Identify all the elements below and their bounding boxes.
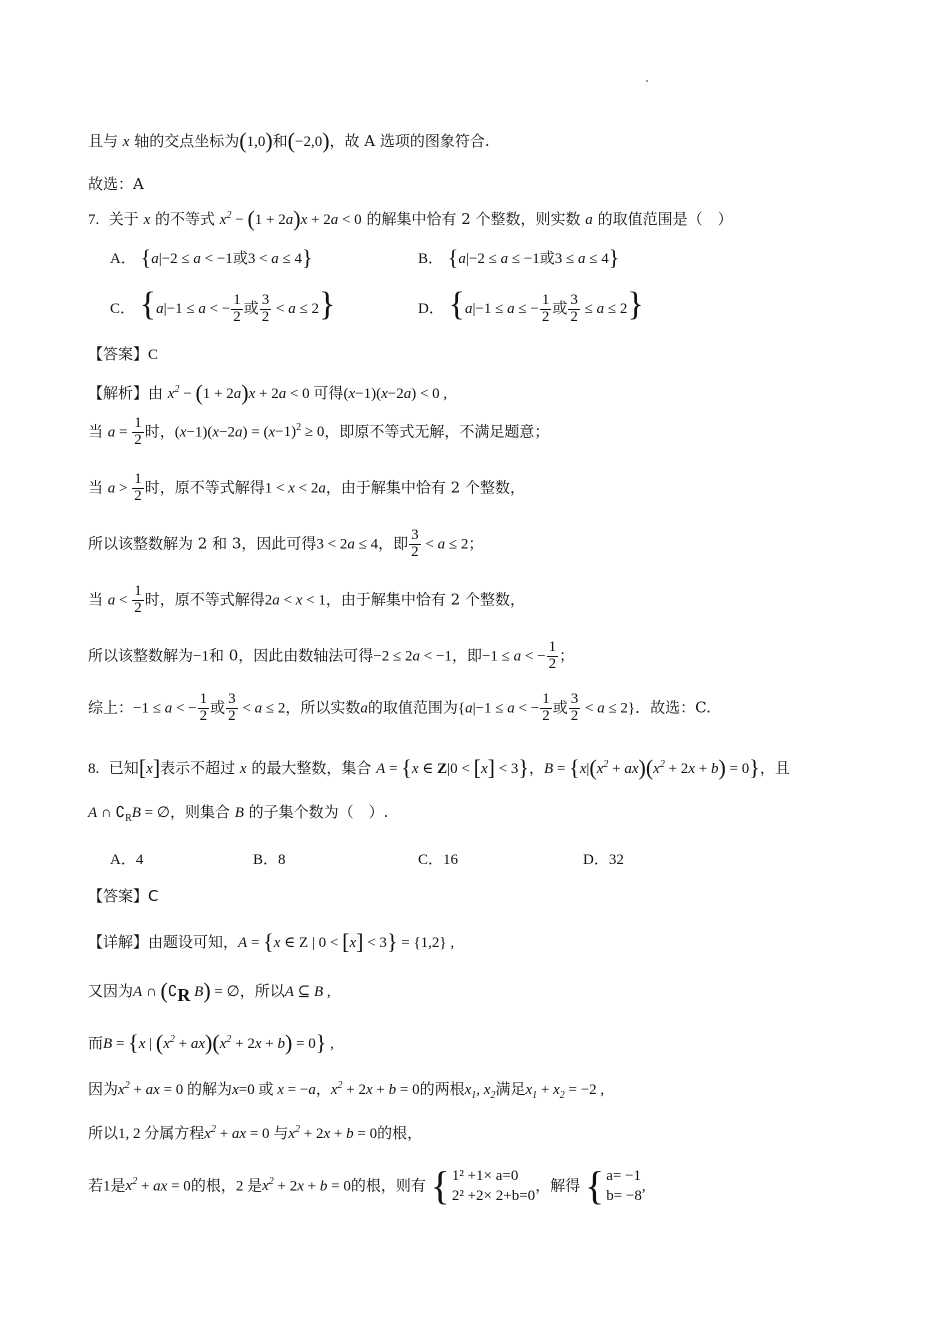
q7-answer: 【答案】C [88, 345, 159, 363]
q8-detail-line-4: 因为$x^2$ + ax = 0 的解为x=0 或 x = −a，$x^2 + 2x + b = 0$的两根$x_1$, $x_2$满足$x_1 + x_2 = -2$ , [88, 1080, 605, 1101]
question-8-stem-line-2: A ∩ $∁_RB$ = ∅，则集合 B 的子集个数为（ ）. [88, 803, 389, 824]
q7-analysis-line-2: 当 a = $\frac{1}{2}$ 时，$(x-1)(x-2a) = (x-1)^2 \ge 0$，即原不等式无解，不满足题意； [88, 415, 550, 448]
q7-option-b[interactable]: B． {a|−2 ≤ a ≤ −1或3 ≤ a ≤ 4} [418, 245, 620, 270]
q8-option-b[interactable]: B．8 [253, 852, 286, 868]
q8-detail-line-3: 而B = {x | $(x^2 + ax)(x^2 + 2x + b) = 0$} , [88, 1030, 334, 1055]
q7-analysis-line-1: 【解析】由 $x^2 - (1 + 2a)x + 2a < 0$ 可得(x−1)(x−2a) < 0 , [88, 380, 448, 405]
question-number: 7. [88, 212, 100, 228]
equation-system-1: { 1² +1× a=0 2² +2× 2+b=0 [430, 1163, 536, 1209]
prev-answer-line: 故选：A [88, 175, 144, 193]
prev-question-conclusion: 且与 x 轴的交点坐标为(1,0)和(−2,0)，故 A 选项的图象符合. [88, 128, 490, 153]
question-8-stem-line-1: 8. 已知[x]表示不超过 x 的最大整数，集合 A = {x ∈ Z|0 < [x] < 3}，$B = \{x|(x^2 + ax)(x^2 + 2x + b) = 0\}$，且 [88, 755, 790, 780]
q7-option-d[interactable]: D． {a|−1 ≤ a ≤ − $\frac{1}{2}$ 或 $\frac{3}{2}$ ≤ a ≤ 2} [418, 286, 644, 325]
question-7-stem: 7. 关于 x 的不等式 $x^2 - (1 + 2a)x + 2a < 0$ 的解集中恰有 2 个整数，则实数 a 的取值范围是（ ） [88, 206, 733, 231]
q7-analysis-line-5: 当 a < $\frac{1}{2}$ 时，原不等式解得2a < x < 1，由于解集中恰有 2 个整数， [88, 583, 525, 616]
q8-option-d[interactable]: D．32 [583, 852, 624, 868]
q7-analysis-line-6: 所以该整数解为−1和 0，因此由数轴法可得−2 ≤ 2a < −1，即−1 ≤ a < − $\frac{1}{2}$ ； [88, 639, 575, 672]
q8-option-c[interactable]: C．16 [418, 852, 459, 868]
question-number: 8. [88, 761, 100, 777]
q7-analysis-line-3: 当 a > $\frac{1}{2}$ 时，原不等式解得1 < x < 2a，由于解集中恰有 2 个整数， [88, 471, 525, 504]
q8-answer: 【答案】C [88, 887, 159, 905]
q8-detail-line-6: 若1是$x^2$ + ax = 0的根，2 是$x^2 + 2x + b = 0$的根，则有 { 1² +1× a=0 2² +2× 2+b=0 ，解得 { a= −1 b= −8 , [88, 1163, 646, 1209]
q7-analysis-summary: 综上：−1 ≤ a < − $\frac{1}{2}$ 或 $\frac{3}{2}$ < a ≤ 2，所以实数a的取值范围为{a|−1 ≤ a < − $\frac{1}{2}$ 或 $\frac{3}{2}$ < a ≤ 2}．故选：C. [88, 691, 711, 724]
q7-option-a[interactable]: A． {a|−2 ≤ a < −1或3 < a ≤ 4} [110, 245, 313, 270]
q8-detail-line-1: 【详解】由题设可知，A = {x ∈ Z | 0 < [x] < 3} = {1,2} , [88, 929, 455, 954]
q8-option-a[interactable]: A．4 [110, 852, 144, 868]
q7-option-c[interactable]: C． {a|−1 ≤ a < − $\frac{1}{2}$ 或 $\frac{3}{2}$ < a ≤ 2} [110, 286, 336, 325]
page-mark [646, 80, 648, 82]
q8-detail-line-5: 所以1, 2 分属方程$x^2$ + ax = 0 与$x^2 + 2x + b = 0$的根， [88, 1124, 423, 1142]
equation-system-2: { a= −1 b= −8 [584, 1163, 642, 1209]
q7-analysis-line-4: 所以该整数解为 2 和 3，因此可得3 < 2a ≤ 4，即 $\frac{3}{2}$ < a ≤ 2； [88, 527, 484, 560]
q8-detail-line-2: 又因为A ∩ (∁R B) = ∅，所以A ⊆ B , [88, 978, 331, 1005]
